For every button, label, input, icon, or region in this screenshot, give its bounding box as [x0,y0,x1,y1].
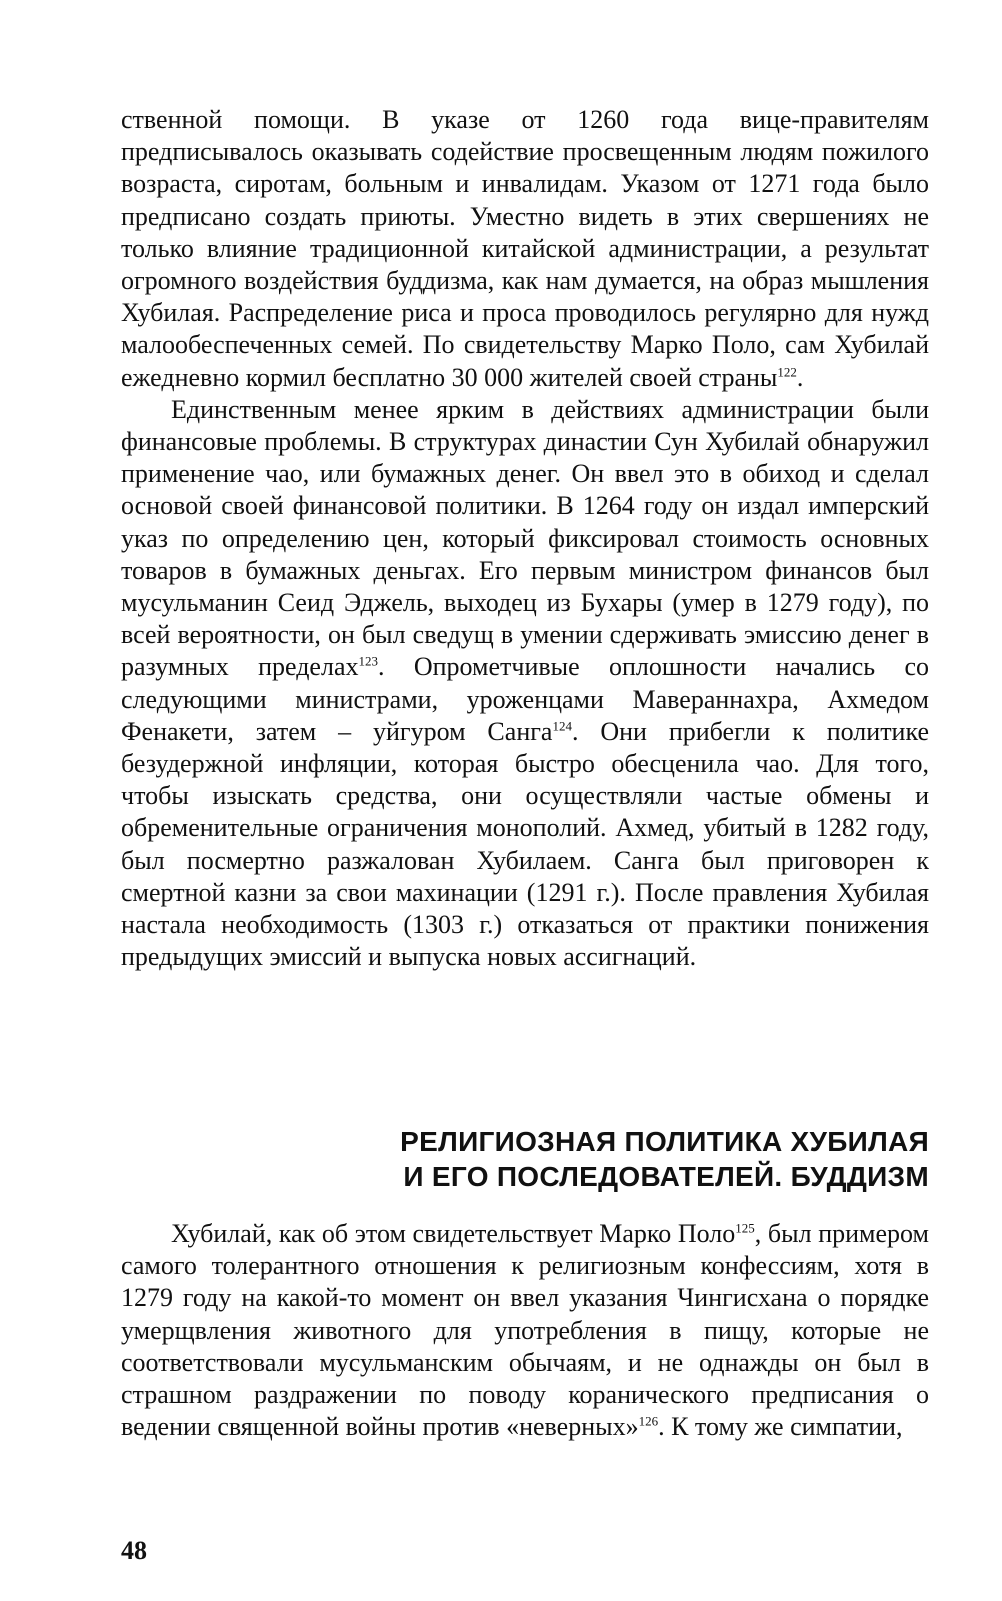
paragraph-2-part-1: Единственным менее ярким в действиях администрации были финансовые проблемы. В структурах династии Сун Хубилай обнаружил применение чао, или бумажных денег. Он ввел это в обиход и сделал основой своей финансовой политики. В 1264 году он издал имперский указ по определению цен, который фиксировал стоимость основных товаров в бумажных деньгах. Его первым министром финансов был мусульманин Сеид Эджель, выходец из Бухары (умер в 1279 году), по всей вероятности, он был сведущ в умении сдерживать эмиссию денег в разумных пределах [121,394,929,682]
footnote-ref-124: 124 [552,718,572,734]
paragraph-3-part-1: Хубилай, как об этом свидетельствует Марко Поло [171,1219,736,1248]
footnote-ref-126: 126 [638,1413,659,1429]
body-text-section-1 [121,104,929,973]
footnote-ref-123: 123 [358,653,378,669]
section-heading [121,1124,929,1194]
paragraph-1-text: ственной помощи. В указе от 1260 года вице-правителям предписывалось оказывать содействие просвещенным людям пожилого возраста, сиротам, больным и инвалидам. Указом от 1271 года было предписано создать приюты. Уместно видеть в этих свершениях не только влияние традиционной китайской администрации, а результат огромного воздействия буддизма, как нам думается, на образ мышления Хубилая. Распределение риса и проса проводилось регулярно для нужд малообеспеченных семей. По свидетельству Марко Поло, сам Хубилай ежедневно кормил бесплатно 30 000 жителей своей страны [121,105,929,392]
paragraph-2-part-3: . Они прибегли к политике безудержной инфляции, которая быстро обесценила чао. Для того, чтобы изыскать средства, они осуществляли частые обмены и обременительные ограничения монополий. Ахмед, убитый в 1282 году, был посмертно разжалован Хубилаем. Санга был приговорен к смертной казни за свои махинации (1291 г.). После правления Хубилая настала необходимость (1303 г.) отказаться от практики понижения предыдущих эмиссий и выпуска новых ассигнаций. [121,716,929,972]
paragraph-3 [121,1218,929,1443]
page-number: 48 [121,1536,147,1565]
paragraph-1 [121,104,929,394]
footnote-ref-122: 122 [777,363,797,379]
paragraph-2-part-2: . Опрометчивые оплошности начались со следующими министрами, уроженцами Мавераннахра, Ахмедом Фенакети, затем – уйгуром Санга [121,652,929,746]
paragraph-2 [121,394,929,974]
section-heading-line-1: РЕЛИГИОЗНАЯ ПОЛИТИКА ХУБИЛАЯ [400,1126,929,1157]
footnote-ref-125: 125 [735,1220,755,1236]
section-heading-line-2: И ЕГО ПОСЛЕДОВАТЕЛЕЙ. БУДДИЗМ [403,1161,929,1192]
paragraph-3-part-2: , был примером самого толерантного отношения к религиозным конфессиям, хотя в 1279 году на какой-то момент он ввел указания Чингисхана о порядке умерщвления животного для употребления в пищу, которые не соответствовали мусульманским обычаям, и не однажды он был в страшном раздражении по поводу коранического предписания о ведении священной войны против «неверных» [121,1219,929,1442]
body-text-section-2 [121,1218,929,1443]
paragraph-3-part-3: . К тому же симпатии, [658,1412,903,1442]
paragraph-1-tail: . [796,362,804,392]
